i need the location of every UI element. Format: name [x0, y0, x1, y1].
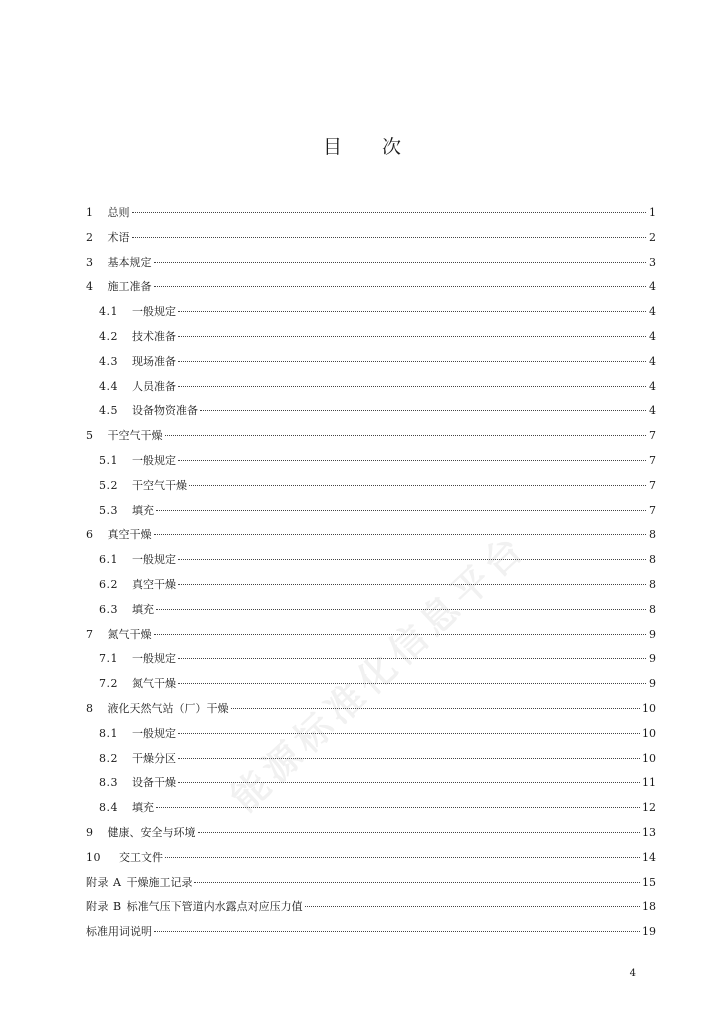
toc-entry[interactable] — [86, 747, 656, 772]
toc-entry[interactable] — [86, 523, 656, 548]
toc-entry-label: 一般规定 — [132, 726, 176, 740]
toc-entry-page: 8 — [649, 577, 656, 591]
toc-entry-page: 4 — [649, 305, 656, 319]
toc-leader-dots — [178, 361, 646, 362]
toc-entry[interactable] — [86, 325, 656, 350]
toc-entry-number: 4.4 — [99, 379, 118, 393]
toc-entry-page: 9 — [649, 677, 656, 691]
toc-entry-page: 7 — [649, 503, 656, 517]
toc-entry-number: 4 — [86, 280, 94, 294]
toc-entry[interactable] — [86, 226, 656, 251]
toc-entry-page: 3 — [649, 255, 656, 269]
toc-leader-dots — [165, 435, 647, 436]
toc-leader-dots — [178, 683, 646, 684]
toc-entry-number: 5.2 — [99, 478, 118, 492]
toc-entry-number: 4.3 — [99, 354, 118, 368]
toc-entry-number: 4.1 — [99, 305, 118, 319]
toc-entry-number: 5 — [86, 429, 94, 443]
toc-entry-label: 总则 — [107, 206, 130, 219]
toc-entry-label: 氮气干燥 — [132, 677, 176, 691]
toc-entry-page: 9 — [649, 652, 656, 666]
toc-entry-label: 交工文件 — [119, 850, 163, 864]
toc-entry[interactable] — [86, 796, 656, 821]
toc-entry[interactable] — [86, 771, 656, 796]
toc-entry[interactable] — [86, 598, 656, 623]
toc-entry-page: 10 — [642, 701, 656, 715]
toc-entry-label: 一般规定 — [132, 453, 176, 467]
toc-leader-dots — [178, 386, 646, 387]
toc-entry-page: 14 — [642, 850, 656, 864]
toc-entry[interactable] — [86, 474, 656, 499]
toc-entry[interactable] — [86, 672, 656, 697]
toc-entry-label: 干燥分区 — [132, 751, 176, 765]
toc-entry-label: 设备干燥 — [132, 776, 176, 790]
toc-entry-number: 5.3 — [99, 503, 118, 517]
toc-entry-label: 健康、安全与环境 — [107, 825, 196, 839]
toc-leader-dots — [165, 857, 640, 858]
toc-entry-page: 9 — [649, 627, 656, 641]
toc-leader-dots — [198, 832, 641, 833]
toc-entry[interactable] — [86, 350, 656, 375]
toc-entry-number: 4.5 — [99, 404, 118, 418]
toc-entry[interactable] — [86, 424, 656, 449]
toc-entry-page: 2 — [649, 230, 656, 244]
title-char-right: 次 — [382, 136, 402, 158]
toc-entry-number: 6.1 — [99, 553, 118, 567]
toc-entry[interactable] — [86, 871, 656, 896]
toc-entry[interactable] — [86, 399, 656, 424]
toc-entry-page: 8 — [649, 602, 656, 616]
toc-entry-number: 6.2 — [99, 577, 118, 591]
toc-leader-dots — [154, 634, 647, 635]
toc-leader-dots — [178, 311, 646, 312]
toc-entry-page: 10 — [642, 751, 656, 765]
toc-entry[interactable] — [86, 449, 656, 474]
toc-entry-number: 8.4 — [99, 801, 118, 815]
toc-entry-page: 8 — [649, 528, 656, 542]
toc-leader-dots — [178, 658, 646, 659]
toc-leader-dots — [178, 733, 640, 734]
toc-leader-dots — [178, 758, 640, 759]
toc-entry-label: 设备物资准备 — [132, 404, 198, 418]
toc-entry-page: 7 — [649, 478, 656, 492]
toc-entry[interactable] — [86, 548, 656, 573]
toc-entry-page: 1 — [649, 206, 656, 219]
toc-entry[interactable] — [86, 697, 656, 722]
toc-entry[interactable] — [86, 623, 656, 648]
toc-entry-page: 4 — [649, 354, 656, 368]
toc-entry-number: 8 — [86, 701, 94, 715]
toc-entry-label: 氮气干燥 — [107, 627, 152, 641]
toc-leader-dots — [154, 931, 640, 932]
toc-entry[interactable] — [86, 573, 656, 598]
toc-entry-label: 一般规定 — [132, 652, 176, 666]
toc-entry[interactable] — [86, 300, 656, 325]
toc-entry-page: 8 — [649, 553, 656, 567]
toc-entry-label: 一般规定 — [132, 305, 176, 319]
toc-entry[interactable] — [86, 821, 656, 846]
toc-entry-label: 基本规定 — [107, 255, 152, 269]
toc-leader-dots — [132, 212, 647, 213]
toc-entry-label: 标准用词说明 — [86, 925, 152, 939]
toc-leader-dots — [178, 336, 646, 337]
toc-entry-label: 现场准备 — [132, 354, 176, 368]
toc-entry[interactable] — [86, 722, 656, 747]
toc-entry-label: 标准气压下管道内水露点对应压力值 — [126, 900, 303, 914]
toc-entry[interactable] — [86, 375, 656, 400]
toc-entry[interactable] — [86, 251, 656, 276]
toc-entry-number: 7 — [86, 627, 94, 641]
toc-entry-label: 填充 — [132, 602, 154, 616]
toc-entry-page: 7 — [649, 453, 656, 467]
toc-entry-number: 1 — [86, 206, 94, 219]
toc-entry[interactable] — [86, 846, 656, 871]
toc-entry[interactable] — [86, 275, 656, 300]
toc-entry-label: 液化天然气站（厂）干燥 — [107, 701, 229, 715]
toc-entry-page: 18 — [642, 900, 656, 914]
toc-entry[interactable] — [86, 920, 656, 945]
toc-leader-dots — [154, 262, 647, 263]
toc-entry-page: 4 — [649, 280, 656, 294]
toc-leader-dots — [194, 882, 640, 883]
toc-leader-dots — [178, 584, 646, 585]
toc-entry-label: 干空气干燥 — [132, 478, 187, 492]
toc-entry-page: 13 — [642, 825, 656, 839]
watermark: 能源标准化信息平台 — [222, 524, 536, 821]
toc-entry-number: 附录 B — [86, 900, 122, 914]
page-number: 4 — [629, 968, 636, 979]
toc-leader-dots — [156, 807, 640, 808]
toc-entry-label: 真空干燥 — [107, 528, 152, 542]
toc-entry-number: 8.1 — [99, 726, 118, 740]
toc-leader-dots — [178, 782, 640, 783]
toc-entry-page: 12 — [642, 801, 656, 815]
toc-entry[interactable] — [86, 895, 656, 920]
toc-leader-dots — [200, 410, 646, 411]
toc-entry-number: 5.1 — [99, 453, 118, 467]
toc-entry-number: 3 — [86, 255, 94, 269]
toc-leader-dots — [178, 559, 646, 560]
toc-entry-page: 15 — [642, 875, 656, 889]
toc-entry-number: 2 — [86, 230, 94, 244]
toc-entry-label: 真空干燥 — [132, 577, 176, 591]
page-title — [0, 132, 724, 160]
toc-entry-number: 8.2 — [99, 751, 118, 765]
toc-entry-number: 8.3 — [99, 776, 118, 790]
toc-leader-dots — [178, 460, 646, 461]
toc-entry[interactable] — [86, 499, 656, 524]
toc-entry-label: 干空气干燥 — [107, 429, 163, 443]
toc-entry-label: 一般规定 — [132, 553, 176, 567]
toc-entry-page: 4 — [649, 404, 656, 418]
toc-leader-dots — [189, 485, 646, 486]
toc-entry-label: 人员准备 — [132, 379, 176, 393]
toc-leader-dots — [305, 906, 640, 907]
toc-entry-page: 4 — [649, 379, 656, 393]
toc-leader-dots — [132, 237, 647, 238]
toc-entry-label: 术语 — [107, 230, 130, 244]
toc-entry-page: 11 — [642, 776, 656, 790]
toc-entry-number: 7.2 — [99, 677, 118, 691]
toc-entry[interactable] — [86, 201, 656, 226]
toc-entry-page: 4 — [649, 329, 656, 343]
toc-leader-dots — [156, 609, 646, 610]
toc-entry-number: 6 — [86, 528, 94, 542]
toc-entry-label: 技术准备 — [132, 329, 176, 343]
toc-entry-page: 19 — [642, 925, 656, 939]
toc-entry-number: 7.1 — [99, 652, 118, 666]
title-char-left: 目 — [322, 136, 342, 158]
toc-entry[interactable] — [86, 647, 656, 672]
toc-entry-number: 附录 A — [86, 875, 122, 889]
toc-entry-label: 填充 — [132, 503, 154, 517]
toc-leader-dots — [154, 286, 647, 287]
toc-entry-label: 干燥施工记录 — [126, 875, 193, 889]
toc-entry-number: 9 — [86, 825, 94, 839]
toc-entry-page: 10 — [642, 726, 656, 740]
toc-leader-dots — [154, 534, 647, 535]
toc-entry-number: 10 — [86, 850, 101, 864]
toc-entry-label: 施工准备 — [107, 280, 152, 294]
toc-entry-label: 填充 — [132, 801, 154, 815]
toc-entry-number: 6.3 — [99, 602, 118, 616]
toc-entry-number: 4.2 — [99, 329, 118, 343]
toc-leader-dots — [156, 510, 646, 511]
toc-entry-page: 7 — [649, 429, 656, 443]
table-of-contents — [86, 201, 656, 945]
toc-leader-dots — [231, 708, 641, 709]
